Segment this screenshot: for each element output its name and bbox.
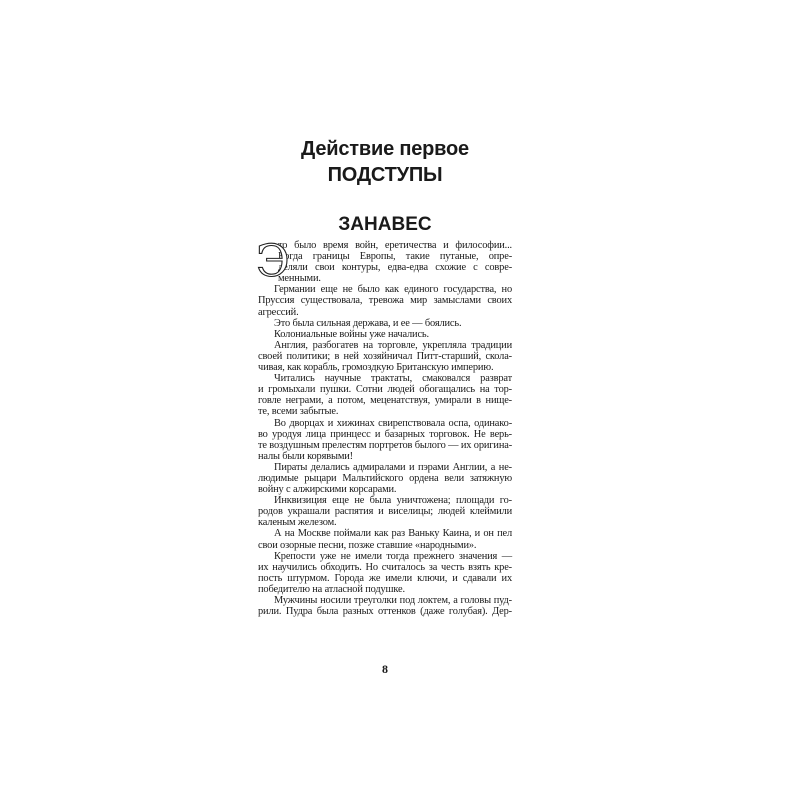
- text-line: Пруссия существовала, тревожа мир замыслами своих: [258, 295, 512, 307]
- drop-cap: Э: [256, 236, 290, 287]
- text-line: то было время войн, еретичества и философии...: [278, 240, 512, 251]
- text-line: пость штурмом. Города же имели ключи, и сдавали их: [258, 572, 512, 584]
- act-title: Действие первое: [301, 138, 469, 160]
- text-line: менными.: [278, 273, 321, 285]
- text-line: те воздушным прелестям портретов былого — их оригина-: [258, 439, 512, 451]
- text-line: во уродуя лица принцесс и базарных торговок. Не верь-: [258, 428, 512, 440]
- text-line: те, всеми забытые.: [258, 406, 339, 418]
- text-line: А на Москве поймали как раз Ваньку Каина, и он пел: [274, 528, 512, 540]
- text-line: Читались научные трактаты, смаковался разврат: [274, 373, 512, 385]
- text-line: их научились обходить. Но считалось за честь взять кре-: [258, 561, 512, 573]
- text-line: деляли свои контуры, едва-едва схожие с совре-: [278, 262, 512, 274]
- text-line: агрессий.: [258, 306, 299, 318]
- book-page: [258, 0, 512, 800]
- text-line: победителю на атласной подушке.: [258, 583, 405, 595]
- text-line: Мужчины носили треуголки под локтем, а головы пуд-: [274, 595, 512, 606]
- text-line: и громыхали пушки. Сотни людей обогащались на тор-: [258, 384, 512, 396]
- text-line: Пираты делались адмиралами и пэрами Англии, а не-: [274, 461, 512, 473]
- page-number: 8: [382, 662, 388, 676]
- text-line: Это была сильная держава, и ее — боялись.: [274, 317, 462, 329]
- body-text: [256, 236, 512, 618]
- text-line: каленым железом.: [258, 517, 337, 529]
- text-line: свои озорные песни, позже ставшие «народными».: [258, 539, 477, 551]
- text-line: Колониальные войны уже начались.: [274, 328, 429, 340]
- text-line: налы были корявыми!: [258, 450, 353, 462]
- text-line: говле неграми, а потом, меценатствуя, умирали в нище-: [258, 395, 512, 407]
- text-line: войну с алжирскими корсарами.: [258, 484, 397, 496]
- text-line: Крепости уже не имели тогда прежнего значения —: [274, 550, 512, 562]
- text-line: рили. Пудра была разных оттенков (даже голубая). Дер-: [258, 606, 512, 618]
- text-line: Инквизиция еще не была уничтожена; площади го-: [274, 495, 512, 507]
- act-subtitle: ПОДСТУПЫ: [327, 164, 443, 186]
- text-line: чивая, как корабль, громоздкую Британскую империю.: [258, 362, 494, 374]
- text-line: Англия, разбогатев на торговле, укрепляла традиции: [274, 339, 512, 351]
- section-title: ЗАНАВЕС: [338, 214, 432, 235]
- text-line: Во дворцах и хижинах свирепствовала оспа, одинако-: [274, 417, 512, 429]
- text-line: Германии еще не было как единого государства, но: [274, 284, 512, 296]
- text-line: своей политики; в ней хозяйничал Питт-старший, скола-: [258, 350, 512, 362]
- text-line: родов украшали распятия и виселицы; людей клеймили: [258, 506, 512, 518]
- text-line: Когда границы Европы, такие путаные, опре-: [278, 251, 512, 263]
- text-line: людимые рыцари Мальтийского ордена вели затяжную: [258, 472, 512, 484]
